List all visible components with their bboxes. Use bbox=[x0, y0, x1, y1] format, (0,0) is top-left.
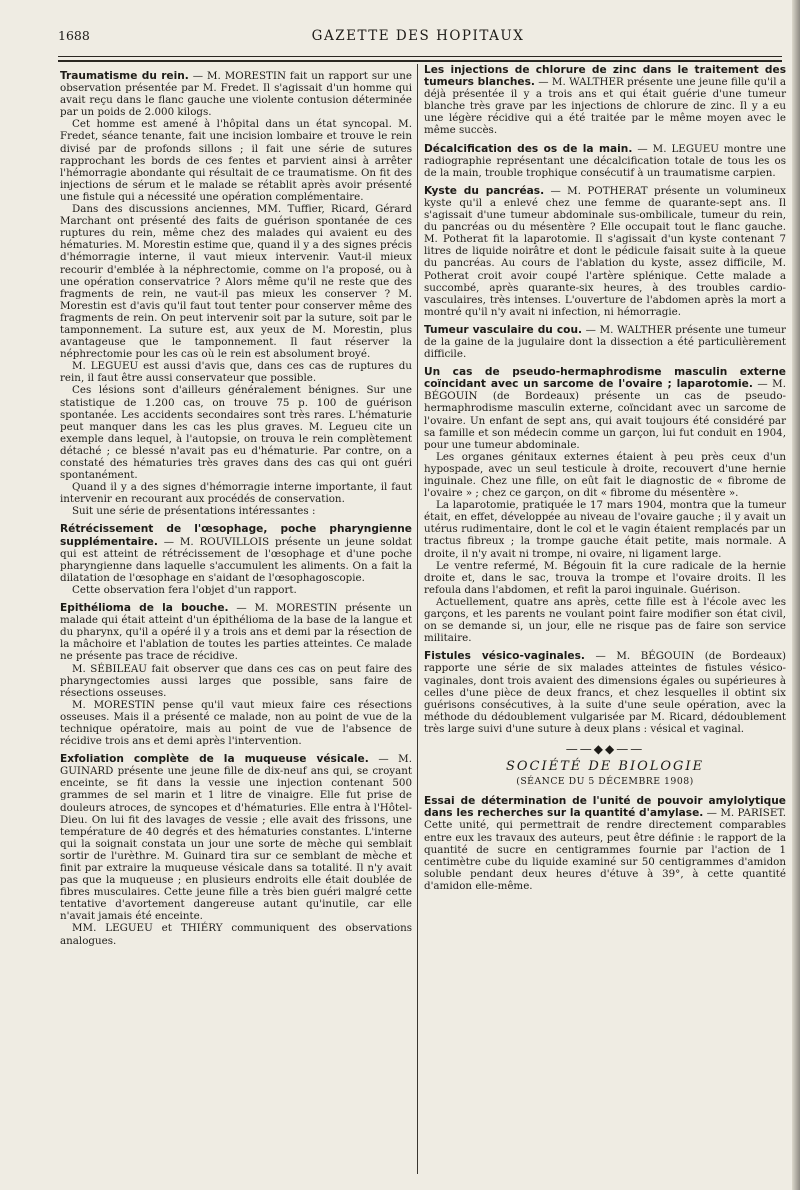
article-paragraph: M. SÉBILEAU fait observer que dans ces cas on peut faire des pharyngectomies aussi larges que possible, sans faire de résections osseuses. bbox=[60, 662, 412, 699]
page-number: 1688 bbox=[58, 28, 90, 43]
header-rule bbox=[58, 56, 782, 57]
article-title: Epithélioma de la bouche. bbox=[60, 602, 229, 615]
article-title: Décalcification des os de la main. bbox=[424, 142, 633, 155]
article-title: Un cas de pseudo-hermaphrodisme masculin externe coïncidant avec un sarcome de l'ovaire ; laparotomie. bbox=[424, 366, 786, 391]
article-text: — M. MORESTIN présente un malade qui était atteint d'un épithélioma de la base de la langue et du pharynx, qu'il a opéré il y a trois ans et demi par la résection de la mâchoire et l'ablation de toutes les parties atteintes. Ce malade ne présente pas trace de récidive. bbox=[60, 602, 412, 663]
article-paragraph: Quand il y a des signes d'hémorragie interne importante, il faut intervenir en recourant aux procédés de conservation. bbox=[60, 481, 412, 506]
article-paragraph: Le ventre refermé, M. Bégouin fit la cure radicale de la hernie droite et, dans le sac, trouva la trompe et l'ovaire droits. Il les refoula dans l'abdomen, et refit la paroi inguinale. Guérison. bbox=[424, 559, 786, 596]
article-text: — M. LEGUEU montre une radiographie représentant une décalcification totale de tous les os de la main, trouble trophique consécutif à un traumatisme carpien. bbox=[424, 142, 787, 179]
article-paragraph bbox=[60, 602, 412, 662]
article-title: Les injections de chlorure de zinc dans le traitement des tumeurs blanches. bbox=[424, 64, 786, 89]
article-title: Kyste du pancréas. bbox=[424, 184, 545, 197]
article-text: — M. BÉGOUIN (de Bordeaux) présente un cas de pseudo-hermaphrodisme masculin externe, coïncidant avec un sarcome de l'ovaire. Un enfant de sept ans, qui avait toujours été considéré par sa famille et son médecin comme un garçon, lui fut conduit en 1904, pour une tumeur abdominale. bbox=[424, 378, 786, 451]
column-divider bbox=[417, 64, 418, 1174]
page-edge bbox=[792, 0, 800, 1190]
article-title: Traumatisme du rein. bbox=[60, 70, 189, 82]
article-paragraph: Cette observation fera l'objet d'un rapport. bbox=[72, 583, 297, 596]
article-paragraph bbox=[424, 366, 786, 451]
journal-title: GAZETTE DES HOPITAUX bbox=[311, 28, 525, 44]
page-header bbox=[58, 28, 778, 48]
article-text: — M. WALTHER présente une jeune fille qu'il a déjà présentée il y a trois ans et qui était guérie d'une tumeur blanche très grave par les injections de chlorure de zinc. Il y a eu une légère récidive qui a été traitée par le même moyen avec le même succès. bbox=[424, 76, 786, 137]
article-paragraph bbox=[424, 650, 786, 735]
article-text: — M. GUINARD présente une jeune fille de dix-neuf ans qui, se croyant enceinte, se fit dans la vessie une injection contenant 500 grammes de sel marin et 1 litre de vinaigre. Elle fut prise de douleurs atroces, de syncopes et d'hématuries. Elle entra à l'Hôtel-Dieu. On lui fit des lavages de vessie ; elle avait des frissons, une température de 40 degrés et des hématuries constantes. L'interne qui la soignait constata un jour une sorte de mèche qui semblait sortir de l'urèthre. M. Guinard tira sur ce semblant de mèche et finit par extraire la muqueuse vésicale dans sa totalité. Il n'y avait pas que la muqueuse ; en plusieurs endroits elle était doublée de fibres musculaires. Cette jeune fille a très bien guéri malgré cette tentative d'avortement dangereuse autant qu'inutile, car elle n'avait jamais été enceinte. bbox=[60, 753, 412, 923]
article-paragraph bbox=[60, 753, 412, 922]
article-title: Tumeur vasculaire du cou. bbox=[424, 323, 583, 336]
section-ornament: ——◆◆—— bbox=[565, 741, 645, 756]
header-rule-thick bbox=[58, 60, 782, 62]
article-paragraph: M. MORESTIN pense qu'il vaut mieux faire ces résections osseuses. Mais il a présenté ce malade, non au point de vue de la technique opératoire, mais au point de vue de l'absence de récidive trois ans et demi après l'intervention. bbox=[60, 698, 412, 748]
article-text: — M. PARISET. Cette unité, qui permettrait de rendre directement comparables entre eux les travaux des auteurs, peut être définie : le rapport de la quantité de sucre en centigrammes fournie par l'action de 1 centimètre cube du liquide examiné sur 50 centigrammes d'amidon soluble pendant deux heures d'étuve à 39°, à cette quantité d'amidon elle-même. bbox=[424, 807, 786, 892]
article-title: Essai de détermination de l'unité de pouvoir amylolytique dans les recherches sur la quantité d'amylase. bbox=[424, 795, 786, 820]
article-paragraph: M. LEGUEU est aussi d'avis que, dans ces cas de ruptures du rein, il faut être aussi conservateur que possible. bbox=[60, 360, 412, 385]
article-text: — M. POTHERAT présente un volumineux kyste qu'il a enlevé chez une femme de quarante-sept ans. Il s'agissait d'une tumeur abdominale sus-ombilicale, tumeur du rein, du pancréas ou du mésentère ? Elle occupait tout le flanc gauche. M. Potherat fit la laparotomie. Il s'agissait d'un kyste contenant 7 litres de liquide noirâtre et dont le pédicule faisait suite à la queue du pancréas. Au cours de l'ablation du kyste, assez difficile, M. Potherat croit avoir coupé l'artère splénique. Cette malade a succombé, après quarante-six heures, à des troubles cardio-vasculaires, très intenses. L'ouverture de l'abdomen après la mort a montré qu'il n'y avait ni infection, ni hémorragie. bbox=[424, 184, 786, 318]
article-title: Exfoliation complète de la muqueuse vésicale. bbox=[60, 753, 369, 766]
session-date: (SÉANCE DU 5 DÉCEMBRE 1908) bbox=[516, 776, 694, 788]
article-paragraph: Suit une série de présentations intéressantes : bbox=[72, 505, 316, 518]
society-heading: SOCIÉTÉ DE BIOLOGIE bbox=[505, 759, 705, 775]
article-paragraph bbox=[424, 143, 786, 179]
article-paragraph bbox=[424, 185, 786, 318]
article-paragraph bbox=[60, 523, 412, 583]
article-paragraph: Les organes génitaux externes étaient à peu près ceux d'un hypospade, avec un seul testicule à droite, recouvert d'une hernie inguinale. Chez une fille, on eût fait le diagnostic de « fibrome de l'ovaire » ; chez ce garçon, on dit « fibrome du mésentère ». bbox=[424, 450, 786, 500]
article-paragraph bbox=[60, 70, 412, 118]
article-paragraph: La laparotomie, pratiquée le 17 mars 1904, montra que la tumeur était, en effet, développée au niveau de l'ovaire gauche ; il y avait un utérus rudimentaire, dont le col et le vagin étaient remplacés par un tractus fibreux ; la trompe gauche était petite, mais normale. A droite, il n'y avait ni trompe, ni ovaire, ni ligament large. bbox=[424, 499, 786, 560]
article-paragraph: Ces lésions sont d'ailleurs généralement bénignes. Sur une statistique de 1.200 cas, on trouve 75 p. 100 de guérison spontanée. Les accidents secondaires sont très rares. L'hématurie peut manquer dans les cas les plus graves. M. Legueu cite un exemple dans lequel, à l'autopsie, on trouva le rein complètement détaché ; ce blessé n'avait pas eu d'hématurie. Par contre, on a constaté des hématuries très graves dans des cas qui ont guéri spontanément. bbox=[60, 384, 412, 482]
article-paragraph: Dans des discussions anciennes, MM. Tuffier, Ricard, Gérard Marchant ont présenté des faits de guérison spontanée de ces ruptures du rein, même chez des malades qui avaient eu des hématuries. M. Morestin estime que, quand il y a des signes précis d'hémorragie interne, il vaut mieux intervenir. Vaut-il mieux recourir d'emblée à la néphrectomie, comme on l'a proposé, ou à une opération conservatrice ? Alors même qu'il ne reste que des fragments de rein, ne vaut-il pas mieux les conserver ? M. Morestin est d'avis qu'il faut tout tenter pour conserver même des fragments de rein. On peut intervenir soit par la suture, soit par le tamponnement. La suture est, aux yeux de M. Morestin, plus avantageuse que le tamponnement. Il faut réserver la néphrectomie pour les cas où le rein est absolument broyé. bbox=[60, 203, 412, 361]
article-text: — M. ROUVILLOIS présente un jeune soldat qui est atteint de rétrécissement de l'œsophage et d'une poche pharyngienne dans laquelle s'accumulent les aliments. On a fait la dilatation de l'œsophage en s'aidant de l'œsophagoscopie. bbox=[60, 535, 412, 584]
article-paragraph bbox=[424, 64, 786, 137]
article-title: Rétrécissement de l'œsophage, poche pharyngienne supplémentaire. bbox=[60, 523, 412, 548]
article-text: — M. WALTHER présente une tumeur de la gaine de la jugulaire dont la dissection a été particulièrement difficile. bbox=[424, 323, 786, 361]
left-column bbox=[60, 64, 412, 947]
article-paragraph bbox=[424, 795, 786, 892]
article-paragraph: Cet homme est amené à l'hôpital dans un état syncopal. M. Fredet, séance tenante, fait une incision lombaire et trouve le rein divisé par de profonds sillons ; il fait une série de sutures rapprochant les bords de ces fentes et parvient ainsi à arrêter l'hémorragie abondante qui résultait de ce traumatisme. On fit des injections de sérum et le malade se rétablit après avoir présenté une fistule qui a nécessité une opération complémentaire. bbox=[60, 118, 412, 203]
article-text: — M. MORESTIN fait un rapport sur une observation présentée par M. Fredet. Il s'agissait d'un homme qui avait reçu dans le flanc gauche une violente contusion déterminée par un poids de 2.000 kilogs. bbox=[60, 70, 413, 119]
article-paragraph bbox=[424, 324, 786, 360]
right-column bbox=[424, 64, 786, 892]
article-title: Fistules vésico-vaginales. bbox=[424, 650, 585, 663]
article-paragraph: Actuellement, quatre ans après, cette fille est à l'école avec les garçons, et les parents ne voulant point faire modifier son état civil, on se demande si, un jour, elle ne risque pas de faire son service militaire. bbox=[424, 595, 786, 645]
article-paragraph: MM. LEGUEU et THIÉRY communiquent des observations analogues. bbox=[60, 922, 412, 947]
article-text: — M. BÉGOUIN (de Bordeaux) rapporte une série de six malades atteintes de fistules vésico-vaginales, dont trois avaient des dimensions égales ou supérieures à celles d'une pièce de deux francs, et chez lesquelles il obtint six guérisons consécutives, à la suite d'une seule opération, avec la méthode du dédoublement vulgarisée par M. Ricard, dédoublement très large suivi d'une suture à deux plans : vésical et vaginal. bbox=[424, 650, 786, 735]
